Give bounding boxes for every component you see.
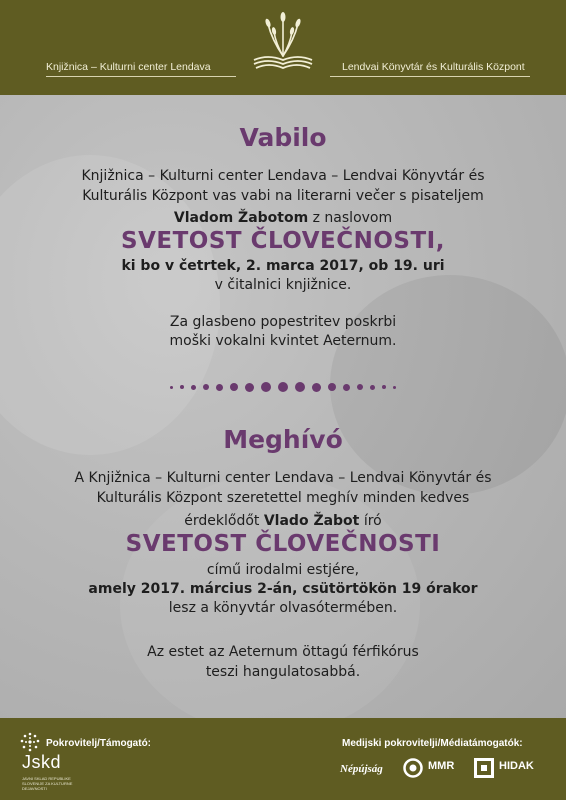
hungarian-place-line: lesz a könyvtár olvasótermében. (168, 600, 398, 616)
divider-dot (216, 384, 223, 391)
divider-dot (230, 383, 238, 391)
divider-dot (343, 384, 350, 391)
divider-dot (261, 382, 271, 392)
header-bar (0, 0, 566, 95)
jskd-subtitle: JAVNI SKLAD REPUBLIKE SLOVENIJE ZA KULTURNE DEJAVNOSTI (22, 776, 73, 791)
divider-dot (357, 384, 363, 390)
nepujsag-logo: Népújság (340, 763, 383, 775)
dotted-divider (0, 380, 566, 394)
open-book-wheat-icon (250, 10, 316, 70)
jskd-logo: Jskd (22, 752, 62, 772)
divider-dot (245, 383, 254, 392)
header-divider-left (46, 76, 236, 77)
hungarian-line-2: Kulturális Központ szeretettel meghív minden kedves (96, 490, 470, 506)
slovene-line-2: Kulturális Központ vas vabi na literarni večer s pisateljem (82, 188, 484, 204)
hungarian-music-line-1: Az estet az Aeternum öttagú férfikórus (147, 644, 419, 660)
slovene-line-1: Knjižnica – Kulturni center Lendava – Lendvai Könyvtár és (81, 168, 485, 184)
slovene-author-line (0, 210, 566, 226)
divider-dot (170, 386, 173, 389)
divider-dot (382, 385, 386, 389)
hidak-logo: HIDAK (499, 760, 534, 772)
divider-dot (370, 385, 375, 390)
header-left-text: Knjižnica – Kulturni center Lendava (46, 61, 211, 73)
hidak-icon-inner (481, 765, 487, 771)
divider-dot (312, 383, 321, 392)
hungarian-author-name: Vlado Žabot (263, 513, 360, 529)
hungarian-author-pre: érdeklődőt (184, 513, 264, 529)
header-right-text: Lendvai Könyvtár és Kulturális Központ (342, 61, 525, 73)
slovene-music-line-2: moški vokalni kvintet Aeternum. (169, 333, 397, 349)
jskd-dots-icon (20, 732, 40, 752)
slovene-author-name: Vladom Žabotom (173, 210, 309, 226)
hungarian-title: Meghívó (223, 425, 343, 454)
divider-dot (328, 383, 336, 391)
divider-dot (295, 382, 305, 392)
hungarian-author-line (0, 513, 566, 529)
footer-bar (0, 718, 566, 800)
hungarian-date-line: amely 2017. március 2-án, csütörtökön 19 órakor (88, 581, 478, 597)
mmr-icon (403, 758, 423, 778)
header-divider-right (330, 76, 530, 77)
media-label: Medijski pokrovitelji/Médiatámogatók: (342, 738, 523, 749)
hidak-icon (474, 758, 494, 778)
hungarian-line-1: A Knjižnica – Kulturni center Lendava – Lendvai Könyvtár és (74, 470, 492, 486)
hungarian-author-rest: író (359, 513, 382, 529)
divider-dot (203, 384, 209, 390)
slovene-title: Vabilo (239, 123, 327, 152)
invitation-body (0, 95, 566, 718)
divider-dot (278, 382, 288, 392)
divider-dot (393, 386, 396, 389)
slovene-place-line: v čitalnici knjižnice. (214, 277, 352, 293)
slovene-music-line-1: Za glasbeno popestritev poskrbi (169, 314, 397, 330)
divider-dot (180, 385, 184, 389)
divider-dot (191, 385, 196, 390)
slovene-date-line: ki bo v četrtek, 2. marca 2017, ob 19. uri (121, 258, 445, 274)
hungarian-music-line-2: teszi hangulatosabbá. (205, 664, 361, 680)
slovene-book-title: SVETOST ČLOVEČNOSTI, (121, 228, 445, 254)
hungarian-book-title: SVETOST ČLOVEČNOSTI (125, 531, 441, 557)
mmr-logo: MMR (428, 760, 455, 772)
hungarian-sub-line: című irodalmi estjére, (206, 562, 360, 578)
slovene-author-rest: z naslovom (308, 210, 393, 226)
patron-label: Pokrovitelj/Támogató: (46, 738, 152, 749)
